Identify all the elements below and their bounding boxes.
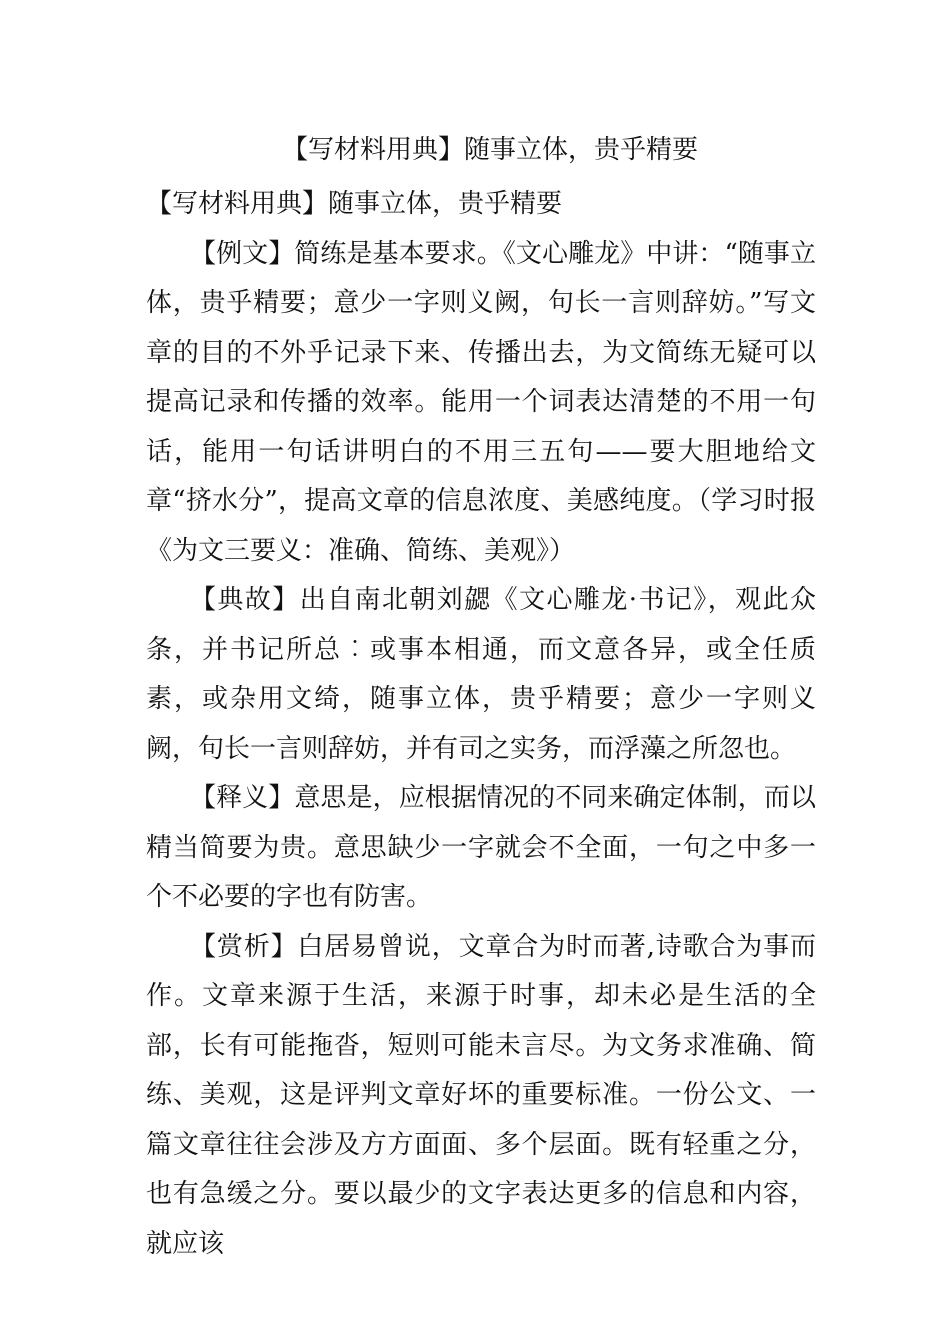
paragraph-appreciation: 【赏析】白居易曾说，文章合为时而著,诗歌合为事而作。文章来源于生活，来源于时事，却未必是生活的全部，长有可能拖沓，短则可能未言尽。为文务求准确、简练、美观，这是评判文章好坏的重要标准。一份公文、一篇文章往往会涉及方方面面、多个层面。既有轻重之分，也有急缓之分。要以最少的文字表达更多的信息和内容，就应该: [146, 931, 816, 1259]
document-subtitle: 【写材料用典】随事立体，贵乎精要: [146, 189, 563, 219]
document-title: 【写材料用典】随事立体，贵乎精要: [281, 135, 698, 165]
paragraph-allusion: 【典故】出自南北朝刘勰《文心雕龙·书记》，观此众条，并书记所总︰或事本相通，而文意各异，或全任质素，或杂用文绮，随事立体，贵乎精要；意少一字则义阙，句长一言则辞妨，并有司之实务，而浮藻之所忽也。: [146, 585, 816, 764]
paragraph-meaning: 【释义】意思是，应根据情况的不同来确定体制，而以精当简要为贵。意思缺少一字就会不全面，一句之中多一个不必要的字也有防害。: [146, 783, 816, 912]
document-body: [146, 180, 816, 1269]
paragraph-example: 【例文】简练是基本要求。《文心雕龙》中讲：“随事立体，贵乎精要；意少一字则义阙，句长一言则辞妨。”写文章的目的不外乎记录下来、传播出去，为文简练无疑可以提高记录和传播的效率。能用一个词表达清楚的不用一句话，能用一句话讲明白的不用三五句——要大胆地给文章“挤水分”，提高文章的信息浓度、美感纯度。（学习时报《为文三要义：准确、简练、美观》）: [146, 238, 816, 566]
